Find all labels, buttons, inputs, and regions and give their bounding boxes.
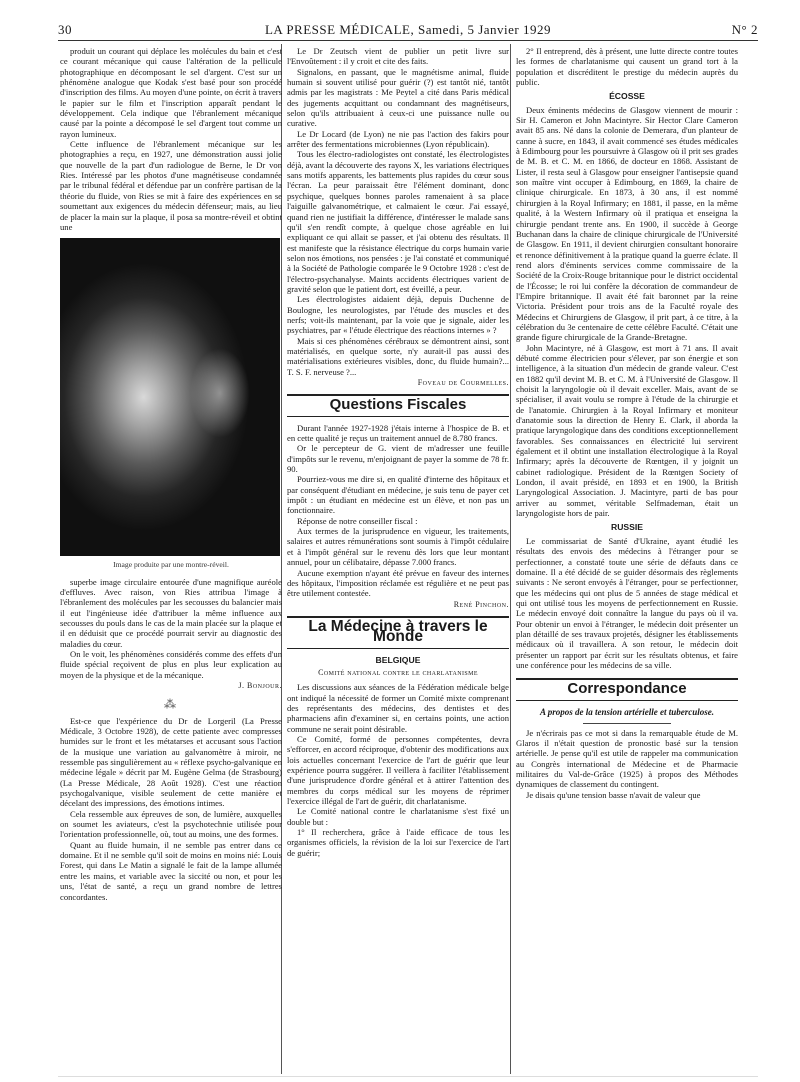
paragraph: Aux termes de la jurisprudence en vigueur, les traitements, salaires et autres rémunérations sont soumis à l'impôt cédulaire et à l'impôt général sur le revenu dès lors que leur montant annuel, pour un célibataire, dépasse 7.000 francs. [287,526,509,568]
paragraph: Aucune exemption n'ayant été prévue en faveur des internes des hôpitaux, l'imposition réclamée est régulière et ne peut pas être utilement contestée. [287,567,509,599]
paragraph: produit un courant qui déplace les molécules du bain et c'est ce courant mécanique qui cause l'altération de la pellicule photographique en décomposant le sel d'argent. C'est sur un phénomène analogue que Kodak s'est basé pour son procédé d'inscription des films. Au moyen d'une pointe, on écrit à travers le papier sur le film et l'inscription apparaît pendant le développement. Cela indique que l'ébranlement mécanique causé par la pointe a décomposé le sel d'argent tout comme un rayon lumineux. [60,46,282,139]
paragraph: Réponse de notre conseiller fiscal : [297,515,418,526]
page-number: 30 [58,22,72,37]
section-title-medecine-monde: La Médecine à travers le Monde [287,616,509,649]
paragraph: 2° Il entreprend, dès à présent, une lutte directe contre toutes les formes de charlatanisme qui causent un grand tort à la population et discréditent le prestige du médecin auprès du public. [516,46,738,88]
paragraph: Signalons, en passant, que le magnétisme animal, fluide humain si souvent utilisé pour guérir (?) est tantôt nié, tantôt admis par les magistrats : Me Peytel a cité dans Paris médical des jugements acquittant ou condamnant des magnétiseurs, selon qu'ils attribuaient à ceux-ci une puissance nulle ou curative. [287,66,509,129]
paragraph: Pourriez-vous me dire si, en qualité d'interne des hôpitaux et par conséquent d'étudiant en médecine, je suis tenu de payer cet impôt : un étudiant en médecine est un élève, et non pas un fonctionnaire. [287,474,509,516]
column-middle [287,46,509,1074]
section-title-questions-fiscales: Questions Fiscales [287,394,509,416]
paragraph: Cette influence de l'ébranlement mécanique sur les photographies a reçu, en 1927, une démonstration aussi jolie que nouvelle de la part d'un radiologue de Berne, le Dr von Ries. Intéressé par les photos d'une magnétiseuse condamnée par le tribunal fédéral et défendue par un confrère partisan de la théorie du fluide, von Ries se mit à faire des expériences en se soumettant aux exigences du médecin défenseur; mais, au lieu de placer la main sur la plaque, il posa sa montre-réveil et obtint une [60,139,282,232]
paragraph: Les électrologistes aidaient déjà, depuis Duchenne de Boulogne, les neurologistes, par l'étude des muscles et des nerfs; voit-ils maintenant, par la voie que je signale, aider les psychiatres, par « l'étude électrique des réactions internes » ? [287,294,509,336]
paragraph: 1° Il recherchera, grâce à l'aide efficace de tous les organismes officiels, la révision de la loi sur l'exercice de l'art de guérir; [287,827,509,858]
page-header [58,20,758,40]
paragraph: John Macintyre, né à Glasgow, est mort à 71 ans. Il avait débuté comme électricien pour s'élever, par son énergie et son intelligence, à la situation d'un médecin de grande valeur. C'est en 1882 qu'il devint M. B. et C. M. à l'Université de Glasgow. Il choisit la laryngologie où il devait exceller. Mais, avant de se spécialiser, il avait voulu se rompre à l'étude de la chirurgie et de l'anatomie. Chirurgien à la Royal Infirmary et moniteur d'anatomie sous la direction de Henry E. Clark, il aborda la pratique laryngologique dans des conditions exceptionnellement favorables. Ses connaissances en électricité lui servirent également et il obtint une installation électrologique à la Royal Infirmary; après la découverte de Rœntgen, il y joignit un cabinet radiologique. Président de la Rœntgen Society of London, il avait présidé, en 1893 et en 1900, la British Laryngological Association. J. Macintyre, parti de bas pour arriver au sommet, véritable Selfmademan, était un laryngologiste hors de pair. [516,342,738,519]
paragraph: Mais si ces phénomènes cérébraux se démontrent ainsi, sont matérialisés, en quelque sorte, n'y aurait-il pas aussi des matérialisations extérieures visibles, donc, du fluide humain?... T. S. F. nerveuse ?... [287,335,509,377]
figure-caption: Image produite par une montre-réveil. [113,560,229,570]
article-title: A propos de la tension artérielle et tuberculose. [539,706,714,717]
header-rule [58,40,758,41]
paragraph: Je n'écrirais pas ce mot si dans la remarquable étude de M. Glaros il n'était question de pronostic basé sur la tension artérielle. Je pense qu'il est utile de rappeler ma communication au Congrès international de Médecine et de Pharmacie militaires du Val-de-Grâce (1925) à propos des Méthodes dynamiques de classement du contingent. [516,727,738,790]
alarm-clock-photograph [60,238,280,556]
paragraph: Cela ressemble aux épreuves de son, de lumière, auxquelles on soumet les aviateurs, c'est la psychotechnie utilisée pour l'orientation professionnelle, où, tout au moins, une des formes. [60,808,282,840]
paragraph: Quant au fluide humain, il ne semble pas entrer dans ce domaine. Et il ne semble qu'il soit de moins en moins nié: Louis Forest, qui dans Le Matin a signalé le fait de la lampe allumée entre les mains, et variable avec la siccité ou non, et pour les uns, l'état de santé, a reçu un grand nombre de lettres concordantes. [60,839,282,902]
short-divider [583,723,672,724]
author-signature: J. Bonjour. [238,680,282,690]
paragraph: Le Dr Zeutsch vient de publier un petit livre sur l'Envoûtement : il y croit et cite des faits. [287,46,509,67]
paragraph: On le voit, les phénomènes considérés comme des effets d'un fluide spécial reçoivent de plus en plus leur explication au moyen de la physique et de la mécanique. [60,648,282,680]
paragraph: Or le percepteur de G. vient de m'adresser une feuille d'impôts sur le revenu, m'enjoignant de payer la somme de 78 fr. 90. [287,443,509,475]
country-heading-belgique: BELGIQUE [375,654,421,665]
page-bottom-edge [58,1076,758,1077]
article-subheading: Comité national contre le charlatanisme [318,667,478,677]
paragraph: Tous les électro-radiologistes ont constaté, les électrologistes déjà, avant la découverte des rayons X, les variations électriques sans motifs apparents, les battements plus rapides du cœur sous l'écran. La peur paraissait être l'élément dominant, donc psychique, quelques bonnes paroles ramenaient à sa place l'aiguille galvanométrique, et calmaient le cœur. J'ai essayé, quand rien ne justifiait la différence, d'intéresser le malade sans qu'il s'en rendît compte, à quelque chose agréable en lui expliquant ce qui allait se passer, et j'ai obtenu des résultats. Il est manifeste que la résistance électrique du corps humain varie selon nos émotions, nos pensées : je l'ai constaté et communiqué à la Société de Pathologie comparée le 9 Octobre 1928 : c'est de l'électro-psychanalyse. Maints accidents électriques varient de gravité selon que le patient dort, est éveillé, a peur. [287,149,509,294]
issue-number: N° 2 [731,22,758,37]
paragraph: Durant l'année 1927-1928 j'étais interne à l'hospice de B. et en cette qualité je reçus un traitement annuel de 8.780 francs. [287,422,509,444]
section-ornament: ⁂ [164,697,178,712]
paragraph: Ce Comité, formé de personnes compétentes, devra s'efforcer, en accord réciproque, d'obtenir des modifications aux lois actuelles concernant l'exercice de l'art de guérir que leur expérience pourra suggérer. Il veillera à faciliter l'établissement d'une jurisprudence d'ordre général et à attirer l'attention des membres du corps médical sur les moyens de réprimer l'exercice illégal de l'art de guérir, dit charlatanisme. [287,733,509,807]
paragraph: Le Dr Locard (de Lyon) ne nie pas l'action des fakirs pour arrêter des fermentations microbiennes (Lyon républicain). [287,128,509,150]
paragraph: Les discussions aux séances de la Fédération médicale belge ont indiqué la nécessité de former un Comité mixte comprenant des représentants des médecins, des dentistes et des pharmaciens afin d'examiner si, en certains points, une action commune ne serait point désirable. [287,682,509,734]
paragraph: Le Comité national contre le charlatanisme s'est fixé un double but : [287,806,509,827]
paragraph: Deux éminents médecins de Glasgow viennent de mourir : Sir H. Cameron et John Macintyre. Sir Hector Clare Cameron avait 85 ans. Né dans la colonie de Demerara, d'un planteur de canne à sucre, en 1843, il avait commencé ses études médicales à Edimbourg pour les poursuivre à Glasgow où il prit ses grades de M. B. et C. M. en 1866, de docteur en 1868. Assistant de Lister, il resta seul à Glasgow pour enseigner l'antisepsie quand son maître vint occuper à Edimbourg, en 1869, la chaire de clinique chirurgicale. En 1873, à 30 ans, il est nommé chirurgien à la Royal Infirmary; en 1881, il passe, en la même qualité, à la Western Infirmary où il pratiqua et enseigna la chirurgie pendant trente ans. En 1900, il succède à George Buchanan dans la chaire de clinique chirurgicale de l'Université de Glasgow. En 1911, il devient chirurgien consultant honoraire et renonce définitivement à la pratique quand la guerre éclate. Il rend alors d'éminents services comme commissaire de la Société de la Croix-Rouge britannique pour le district occidental de l'Écosse; le roi lui confère la décoration de commandeur de l'Empire britannique. Il avait été fait baronnet par la reine Victoria. Président pour trois ans de la Faculté royale des Médecins et Chirurgiens de Glasgow, il prit part, à ce titre, à la célébration du 3e centenaire de cette célèbre Faculté. C'était une grande figure chirurgicale de la Grande-Bretagne. [516,104,738,343]
column-divider [510,44,511,1074]
country-heading-ecosse: ÉCOSSE [609,91,645,102]
country-heading-russie: RUSSIE [611,522,643,533]
author-signature: Foveau de Courmelles. [417,378,509,387]
column-left [60,46,282,1074]
author-signature: René Pinchon. [453,599,509,609]
column-right [516,46,738,1074]
paragraph: Est-ce que l'expérience du Dr de Lorgeril (La Presse Médicale, 3 Octobre 1928), de cette patiente avec compresses humides sur le front et les métatarses et accusant sous l'action de la musique une variation au galvanomètre à miroir, ne ressemble pas singulièrement au « réflexe psycho-galvanique en médecine légale » décrit par M. Eugène Gelma (de Strasbourg) (La Presse Médicale, 28 Août 1928). C'est une réaction psychogalvanique, visible seulement de cette manière et décelant des impressions, des émotions intimes. [60,715,282,809]
paragraph: Le commissariat de Santé d'Ukraine, ayant étudié les résultats des envois des médecins à l'étranger pour se perfectionner, a constaté toute une série de défauts dans ce domaine. Il a été décidé de se guider désormais des règlements suivants : Ne seront envoyés à l'étranger, pour se perfectionner, que les médecins qui ont plus de 5 années de stage médical et qui ont utilisé tous les moyens de perfectionnement en Russie. Le médecin envoyé doit connaître la langue du pays où il va. Pour obtenir un envoi à l'étranger, le médecin doit présenter un plan détaillé de ses travaux projetés, désigner les établissements médicaux où il travaillera. A son retour, le médecin doit présenter un rapport par écrit sur les résultats obtenus, et faire une conférence pour les médecins de sa ville. [516,535,738,670]
running-title: LA PRESSE MÉDICALE, Samedi, 5 Janvier 1929 [264,22,552,37]
paragraph: superbe image circulaire entourée d'une magnifique auréole d'effluves. Avec raison, von Ries attribua l'image à l'ébranlement des molécules par les secousses du balancier mais il eut l'ingénieuse idée d'attribuer la même influence aux secousses du pouls dans le cas de la main placée sur la plaque et il en déduisit que ce procédé pourrait servir au diagnostic des maladies du cœur. [60,576,282,649]
paragraph: Je disais qu'une tension basse n'avait de valeur que [526,789,701,800]
section-title-correspondance: Correspondance [516,678,738,700]
